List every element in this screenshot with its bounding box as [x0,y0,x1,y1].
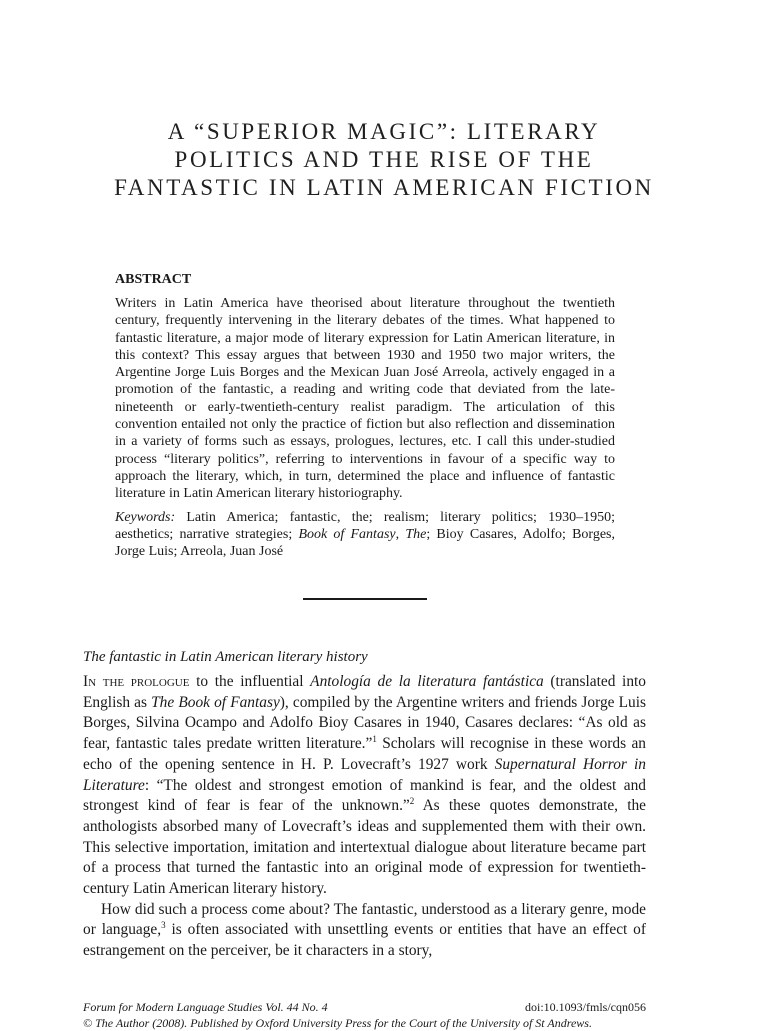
p1-text-6: As these quotes demonstrate, the anthologists absorbed many of Lovecraft’s ideas and supplemented them with their own. This selective importation, imitation and intertextual dialogue about literature became part of a process that turned the fantastic into an original mode of expression for twentieth-century Latin American literary history. [83,797,646,898]
copyright-notice: © The Author (2008). Published by Oxford University Press for the Court of the University of St Andrews. [83,1016,592,1030]
p1-italic-lovecraft: Supernatural Horror in Literature [83,755,646,794]
p1-text-4: Scholars will recognise in these words an echo of the opening sentence in H. P. Lovecraft’s 1927 work [83,735,646,773]
keywords [115,509,615,561]
keywords-separator: , [395,526,406,542]
p1-italic-anthology: Antología de la literatura fantástica [310,673,544,690]
keywords-italic-the: The [405,526,427,542]
journal-info: Forum for Modern Language Studies Vol. 44 No. 4 [83,1000,328,1014]
p2-text-1: How did such a process come about? The fantastic, understood as a literary genre, mode or language, [83,900,646,939]
keywords-label: Keywords: [115,509,176,525]
paragraph-lead: In the prologue [83,673,190,690]
p1-text-3: ), compiled by the Argentine writers and friends Jorge Luis Borges, Silvina Ocampo and Adolfo Bioy Casares in 1940, Casares declares: “As old as fear, fantastic tales predate written literature.” [83,693,646,753]
p1-text-5: : “The oldest and strongest emotion of mankind is fear, and the oldest and strongest kind of fear is fear of the unknown.” [83,776,646,815]
abstract-text: Writers in Latin America have theorised about literature throughout the twentieth century, frequently intervening in the literary debates of the times. What happened to fantastic literature, a major mode of literary expression for Latin American literature, in this context? This essay argues that between 1930 and 1950 two major writers, the Argentine Jorge Luis Borges and the Mexican Juan José Arreola, actively engaged in a promotion of the fantastic, a reading and writing code that deviated from the late-nineteenth or early-twentieth-century realist paradigm. The articulation of this convention entailed not only the practice of fiction but also reflection and dissemination in a variety of forms such as essays, prologues, lectures, etc. I call this under-studied process “literary politics”, referring to interventions in favour of a specific way to approach the literary, which, in turn, determined the place and influence of fantastic literature in Latin American literary historiography. [115,296,615,502]
article-title: A “SUPERIOR MAGIC”: LITERARY POLITICS AND THE RISE OF THE FANTASTIC IN LATIN AMERICAN FICTION [114,119,654,200]
paragraph-1 [83,672,646,900]
page-footer [83,999,646,1031]
section-divider [303,598,427,600]
p1-text-2: (translated into English as [83,673,646,711]
keywords-part1: Latin America; fantastic, the; realism; literary politics; 1930–1950; aesthetics; narrative strategies; [115,509,615,542]
keywords-part2: ; Bioy Casares, Adolfo; Borges, Jorge Luis; Arreola, Juan José [115,526,615,560]
section-heading: The fantastic in Latin American literary history [83,649,368,665]
abstract-heading: ABSTRACT [115,272,192,287]
p1-text-1: to the influential [189,673,311,690]
footnote-ref-3[interactable]: 3 [161,920,166,931]
p2-text-2: is often associated with unsettling events or entities that have an effect of estrangement on the perceiver, be it characters in a story, [83,921,647,960]
footnote-ref-2[interactable]: 2 [409,796,415,807]
paragraph-2 [83,900,646,962]
p1-italic-book: The Book of Fantasy [151,693,280,711]
keywords-italic-title: Book of Fantasy [298,526,396,542]
abstract-section [115,271,615,560]
footnote-ref-1[interactable]: 1 [372,734,377,745]
body-text [83,672,646,962]
doi[interactable]: doi:10.1093/fmls/cqn056 [525,1000,646,1014]
